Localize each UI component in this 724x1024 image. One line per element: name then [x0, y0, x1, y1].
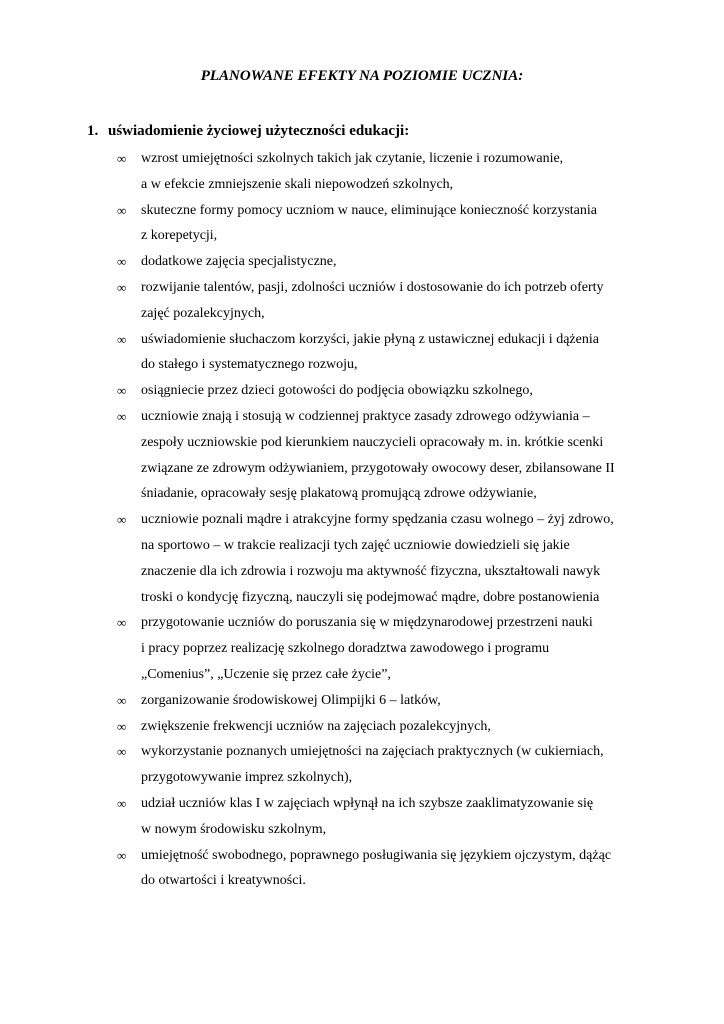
- list-item: [113, 714, 673, 740]
- list-item-text-line: śniadanie, opracowały sesję plakatową promującą zdrowe odżywianie,: [141, 486, 537, 502]
- infinity-bullet-icon: ∞: [117, 202, 127, 218]
- list-item-text-line: dodatkowe zajęcia specjalistyczne,: [141, 254, 337, 270]
- list-item-text-line: wzrost umiejętności szkolnych takich jak czytanie, liczenie i rozumowanie,: [141, 151, 564, 166]
- section-heading: [87, 121, 409, 141]
- list-item-text-line: troski o kondycję fizyczną, nauczyli się podejmować mądre, dobre postanowienia: [141, 589, 600, 605]
- list-item-text-line: przygotowywanie imprez szkolnych),: [141, 770, 353, 786]
- list-item: [113, 378, 673, 404]
- list-item-text-line: osiągniecie przez dzieci gotowości do podjęcia obowiązku szkolnego,: [141, 383, 533, 399]
- infinity-bullet-icon: ∞: [117, 279, 127, 295]
- list-item: [113, 507, 673, 610]
- section-heading-text: uświadomienie życiowej użyteczności edukacji:: [108, 123, 410, 139]
- list-item-text-line: rozwijanie talentów, pasji, zdolności uczniów i dostosowanie do ich potrzeb oferty: [141, 279, 604, 295]
- list-item: [113, 688, 673, 714]
- list-item: [113, 146, 673, 198]
- infinity-bullet-icon: ∞: [117, 254, 127, 270]
- document-title: PLANOWANE EFEKTY NA POZIOMIE UCZNIA:: [200, 68, 524, 84]
- list-item-text-line: a w efekcie zmniejszenie skali niepowodzeń szkolnych,: [141, 176, 454, 192]
- infinity-bullet-icon: ∞: [117, 512, 127, 528]
- list-item-text-line: uczniowie poznali mądre i atrakcyjne formy spędzania czasu wolnego – żyj zdrowo,: [141, 512, 614, 528]
- list-item-text-line: znaczenie dla ich zdrowia i rozwoju ma aktywność fizyczna, ukształtowali nawyk: [141, 563, 601, 579]
- list-item-text-line: zorganizowanie środowiskowej Olimpijki 6 – latków,: [141, 692, 441, 708]
- list-item-text-line: przygotowanie uczniów do poruszania się w międzynarodowej przestrzeni nauki: [141, 615, 593, 631]
- infinity-bullet-icon: ∞: [117, 331, 127, 347]
- list-item-text-line: z korepetycji,: [141, 228, 218, 244]
- list-item-text-line: związane ze zdrowym odżywianiem, przygotowały owocowy deser, zbilansowane II: [141, 460, 615, 476]
- list-item-text-line: udział uczniów klas I w zajęciach wpłynął na ich szybsze zaaklimatyzowanie się: [141, 795, 594, 811]
- list-item-text-line: na sportowo – w trakcie realizacji tych zajęć uczniowie dowiedzieli się jakie: [141, 537, 570, 553]
- list-item-text-line: wykorzystanie poznanych umiejętności na zajęciach praktycznych (w cukierniach,: [141, 744, 604, 760]
- list-item: [113, 610, 673, 687]
- list-item-text-line: skuteczne formy pomocy uczniom w nauce, eliminujące konieczność korzystania: [141, 202, 597, 218]
- list-item-text-line: do otwartości i kreatywności.: [141, 873, 306, 889]
- list-item: [113, 198, 673, 250]
- infinity-bullet-icon: ∞: [117, 151, 127, 166]
- list-item: [113, 249, 673, 275]
- infinity-bullet-icon: ∞: [117, 795, 127, 811]
- list-item-text-line: do stałego i systematycznego rozwoju,: [141, 357, 358, 373]
- infinity-bullet-icon: ∞: [117, 744, 127, 760]
- list-item-text-line: zespoły uczniowskie pod kierunkiem nauczycieli opracowały m. in. krótkie scenki: [141, 434, 604, 450]
- infinity-bullet-icon: ∞: [117, 615, 127, 631]
- infinity-bullet-icon: ∞: [117, 847, 127, 863]
- list-item-text-line: zajęć pozalekcyjnych,: [141, 305, 265, 321]
- infinity-bullet-icon: ∞: [117, 692, 127, 708]
- bullet-list: [113, 146, 673, 894]
- list-item: [113, 739, 673, 791]
- infinity-bullet-icon: ∞: [117, 718, 127, 734]
- section-number: 1.: [87, 123, 99, 139]
- list-item-text-line: w nowym środowisku szkolnym,: [141, 821, 327, 837]
- list-item-text-line: „Comenius”, „Uczenie się przez całe życie”,: [141, 666, 391, 682]
- list-item-text-line: uczniowie znają i stosują w codziennej praktyce zasady zdrowego odżywiania –: [141, 408, 590, 424]
- list-item-text-line: uświadomienie słuchaczom korzyści, jakie płyną z ustawicznej edukacji i dążenia: [141, 331, 599, 347]
- infinity-bullet-icon: ∞: [117, 408, 127, 424]
- list-item-text-line: zwiększenie frekwencji uczniów na zajęciach pozalekcyjnych,: [141, 718, 491, 734]
- list-item-text-line: i pracy poprzez realizację szkolnego doradztwa zawodowego i programu: [141, 641, 550, 657]
- list-item: [113, 275, 673, 327]
- list-item: [113, 327, 673, 379]
- list-item: [113, 843, 673, 895]
- list-item: [113, 404, 673, 507]
- list-item: [113, 791, 673, 843]
- infinity-bullet-icon: ∞: [117, 383, 127, 399]
- list-item-text-line: umiejętność swobodnego, poprawnego posługiwania się językiem ojczystym, dążąc: [141, 847, 612, 863]
